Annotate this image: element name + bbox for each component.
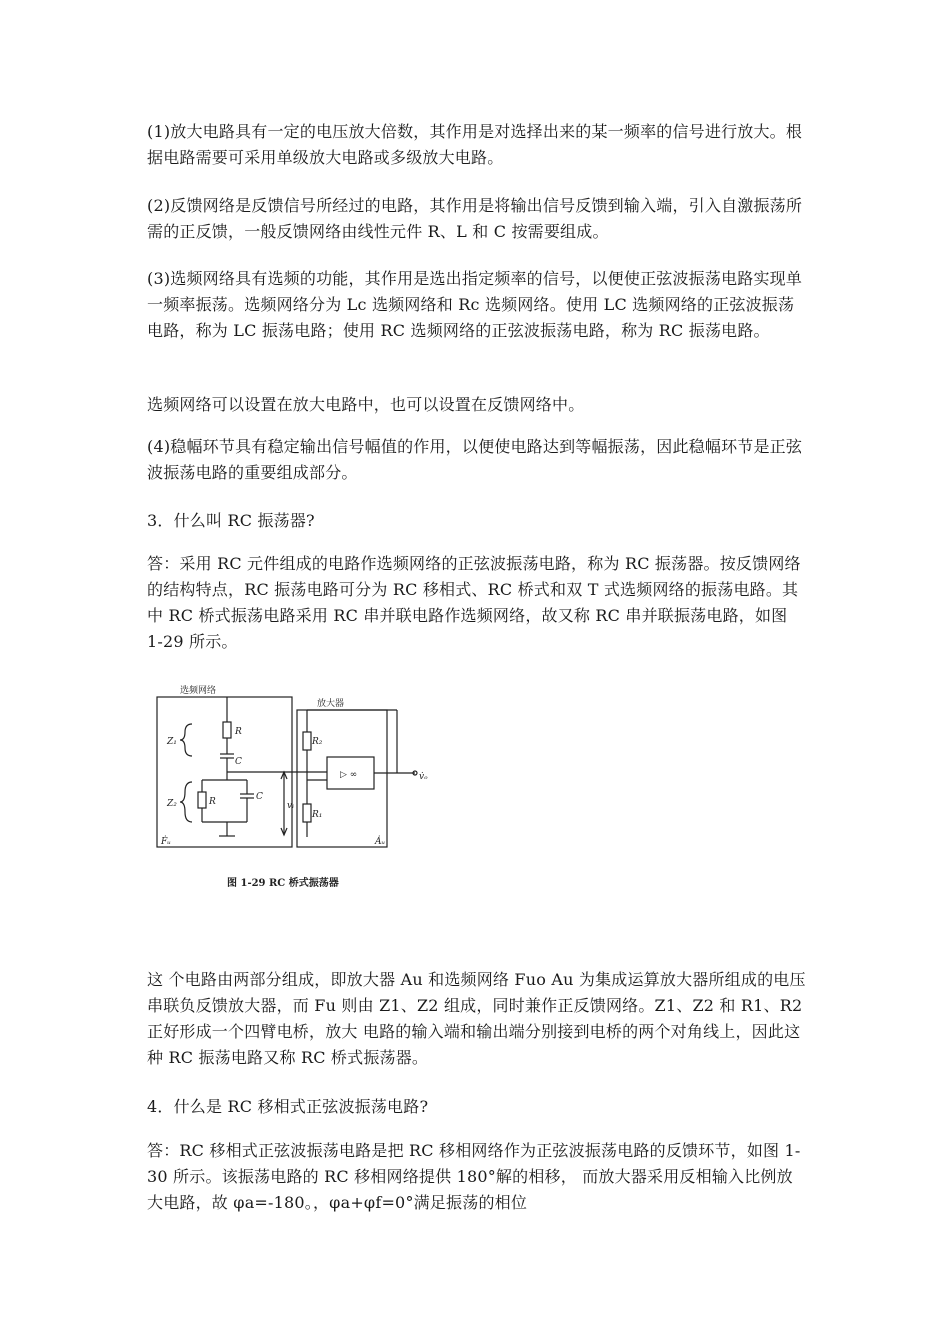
label-r2: R₂ [312,737,323,747]
label-z2-capacitor: C [256,792,263,802]
label-z2: Z₂ [167,799,177,809]
label-select-network: 选频网络 [180,686,217,696]
label-z1-resistor: R [235,727,242,737]
answer-3: 答：采用 RC 元件组成的电路作选频网络的正弦波振荡电路，称为 RC 振荡器。按反馈网络的结构特点，RC 振荡电路可分为 RC 移相式、RC 桥式和双 T 式选频网络的振荡电路。其中 RC 桥式振荡电路采用 RC 串并联电路作选频网络，故又称 RC 串并联振荡电路，如图 1-29 所示。 [147,554,801,651]
label-au: Ȧᵤ [375,837,386,847]
paragraph-circuit-explanation: 这 个电路由两部分组成，即放大器 Au 和选频网络 Fuo Au 为集成运算放大器所组成的电压串联负反馈放大器，而 Fu 则由 Z1、Z2 组成，同时兼作正反馈网络。Z1、Z2 和 R1、R2 正好形成一个四臂电桥，放大 电路的输入端和输出端分别接到电桥的两个对角线上，因此这种 RC 振荡电路又称 RC 桥式振荡器。 [147,970,806,1067]
label-opamp: ▷ ∞ [340,770,358,780]
answer-4: 答：RC 移相式正弦波振荡电路是把 RC 移相网络作为正弦波振荡电路的反馈环节，如图 1-30 所示。该振荡电路的 RC 移相网络提供 180°解的相移， 而放大器采用反相输入比例放大电路，故 φa=-180。，φa+φf=0°满足振荡的相位 [147,1141,801,1212]
paragraph-feedback-network: (2)反馈网络是反馈信号所经过的电路，其作用是将输出信号反馈到输入端，引入自激振荡所需的正反馈，一般反馈网络由线性元件 R、L 和 C 按需要组成。 [147,196,803,241]
label-z2-resistor: R [209,797,216,807]
label-fu: Ḟᵤ [161,837,171,847]
paragraph-frequency-selection: (3)选频网络具有选频的功能，其作用是选出指定频率的信号，以便使正弦波振荡电路实现单一频率振荡。选频网络分为 Lc 选频网络和 Rc 选频网络。使用 LC 选频网络的正弦波振荡电路，称为 LC 振荡电路；使用 RC 选频网络的正弦波振荡电路，称为 RC 振荡电路。 [147,269,803,340]
label-amplifier: 放大器 [317,699,345,709]
paragraph-selection-placement: 选频网络可以设置在放大电路中，也可以设置在反馈网络中。 [147,395,585,414]
rc-bridge-circuit-diagram [147,680,447,895]
paragraph-amplifier: (1)放大电路具有一定的电压放大倍数，其作用是对选择出来的某一频率的信号进行放大。根据电路需要可采用单级放大电路或多级放大电路。 [147,122,803,167]
label-z1: Z₁ [167,737,177,747]
label-vo: v̇ₒ [419,772,428,782]
figure-rc-bridge-oscillator [147,680,447,895]
label-z1-capacitor: C [235,757,242,767]
label-r1: R₁ [312,810,323,820]
paragraph-amplitude-stabilization: (4)稳幅环节具有稳定输出信号幅值的作用，以便使电路达到等幅振荡，因此稳幅环节是正弦波振荡电路的重要组成部分。 [147,437,803,482]
figure-caption: 图 1-29 RC 桥式振荡器 [227,878,339,889]
question-3: 3．什么叫 RC 振荡器? [147,511,315,530]
question-4: 4．什么是 RC 移相式正弦波振荡电路? [147,1097,429,1116]
label-vi: vᵢ [287,801,294,811]
